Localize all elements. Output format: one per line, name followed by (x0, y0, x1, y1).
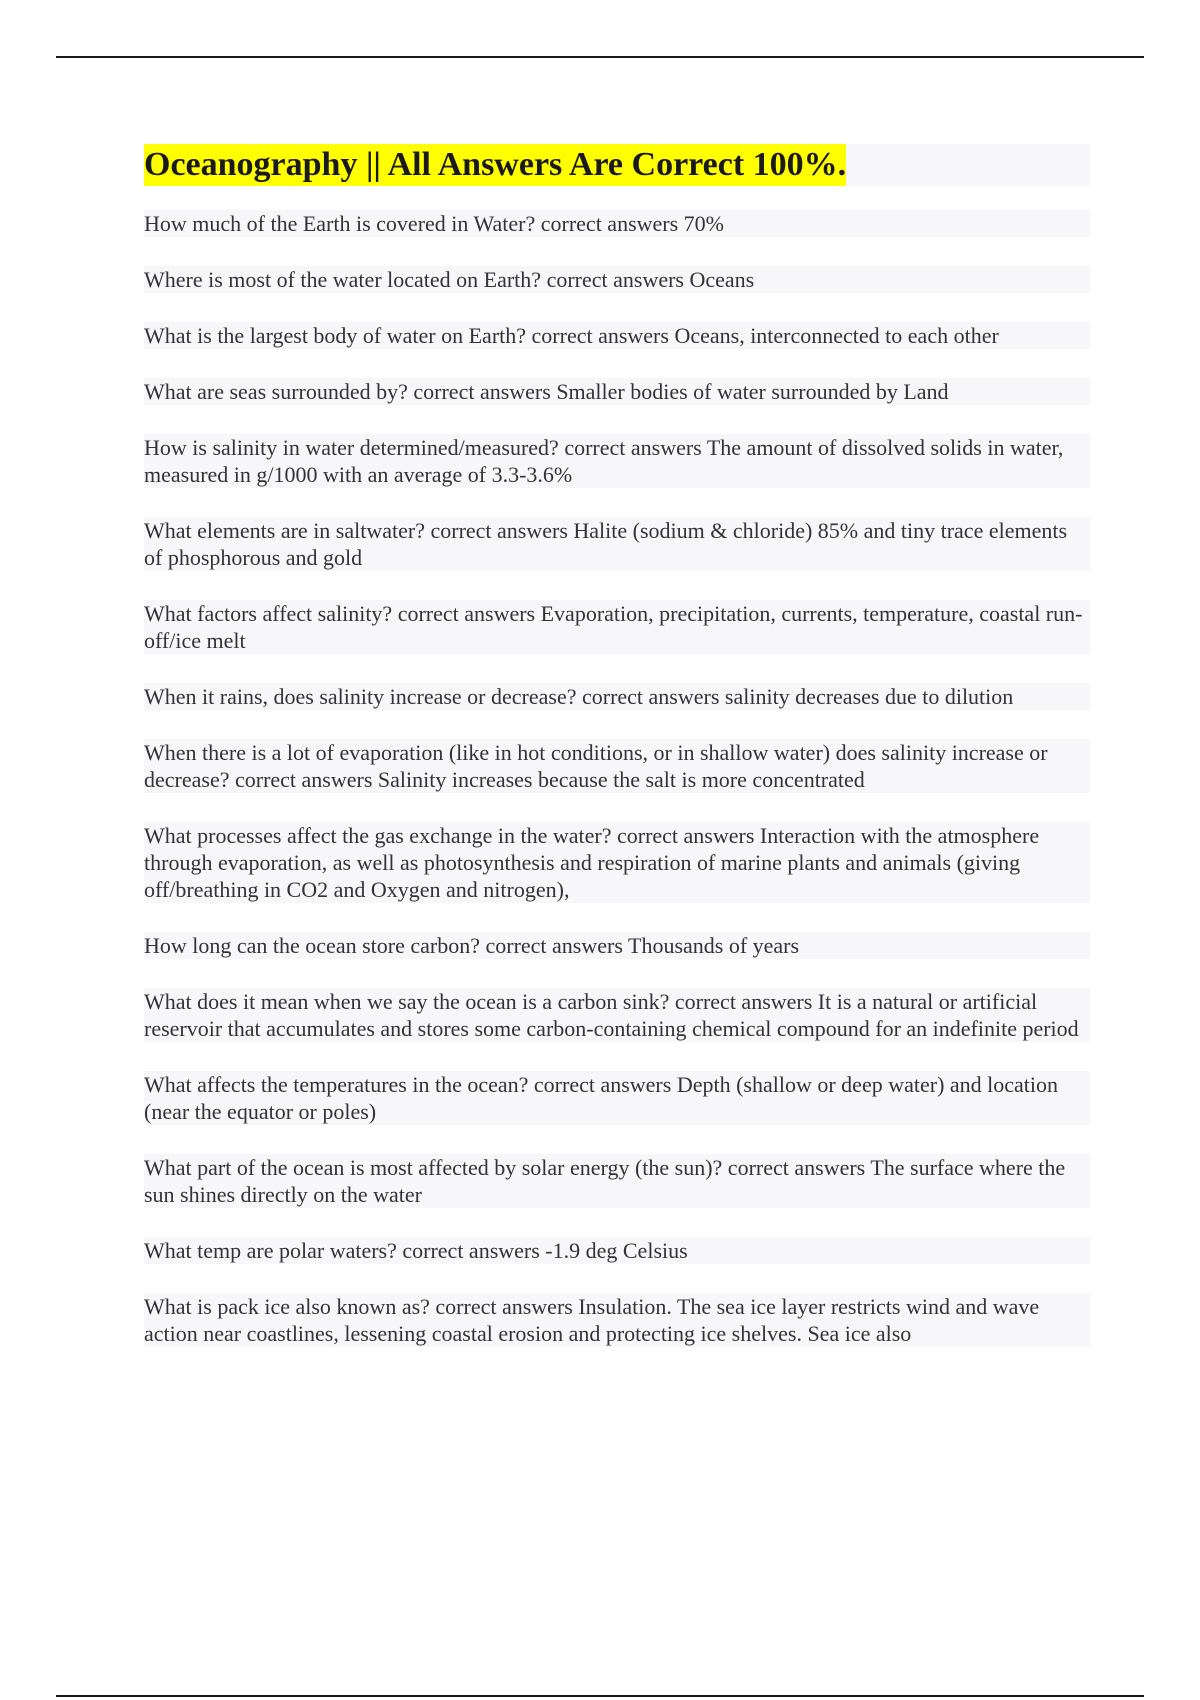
qa-item: Where is most of the water located on Earth? correct answers Oceans (144, 266, 1090, 293)
qa-item: What processes affect the gas exchange in the water? correct answers Interaction with the atmosphere through evaporation, as well as photosynthesis and respiration of marine plants and animals (giving off/breathing in CO2 and Oxygen and nitrogen), (144, 822, 1090, 903)
footer-rule (56, 1695, 1144, 1697)
qa-item: What are seas surrounded by? correct answers Smaller bodies of water surrounded by Land (144, 378, 1090, 405)
qa-item: How much of the Earth is covered in Water? correct answers 70% (144, 210, 1090, 237)
qa-item: What part of the ocean is most affected by solar energy (the sun)? correct answers The surface where the sun shines directly on the water (144, 1154, 1090, 1208)
qa-item: How long can the ocean store carbon? correct answers Thousands of years (144, 932, 1090, 959)
qa-item: What does it mean when we say the ocean is a carbon sink? correct answers It is a natural or artificial reservoir that accumulates and stores some carbon-containing chemical compound for an indefinite period (144, 988, 1090, 1042)
qa-item: What is the largest body of water on Earth? correct answers Oceans, interconnected to each other (144, 322, 1090, 349)
qa-item: What affects the temperatures in the ocean? correct answers Depth (shallow or deep water) and location (near the equator or poles) (144, 1071, 1090, 1125)
qa-item: What factors affect salinity? correct answers Evaporation, precipitation, currents, temperature, coastal run-off/ice melt (144, 600, 1090, 654)
qa-item: What is pack ice also known as? correct answers Insulation. The sea ice layer restricts wind and wave action near coastlines, lessening coastal erosion and protecting ice shelves. Sea ice also (144, 1293, 1090, 1347)
qa-item: When it rains, does salinity increase or decrease? correct answers salinity decreases due to dilution (144, 683, 1090, 710)
qa-item: What temp are polar waters? correct answers -1.9 deg Celsius (144, 1237, 1090, 1264)
header-rule (56, 56, 1144, 58)
qa-list (144, 210, 1090, 1347)
title-band (144, 144, 1090, 186)
qa-item: What elements are in saltwater? correct answers Halite (sodium & chloride) 85% and tiny trace elements of phosphorous and gold (144, 517, 1090, 571)
document-title: Oceanography || All Answers Are Correct 100%. (144, 144, 846, 186)
qa-item: When there is a lot of evaporation (like in hot conditions, or in shallow water) does salinity increase or decrease? correct answers Salinity increases because the salt is more concentrated (144, 739, 1090, 793)
document-page (144, 144, 1090, 1376)
qa-item: How is salinity in water determined/measured? correct answers The amount of dissolved solids in water, measured in g/1000 with an average of 3.3-3.6% (144, 434, 1090, 488)
